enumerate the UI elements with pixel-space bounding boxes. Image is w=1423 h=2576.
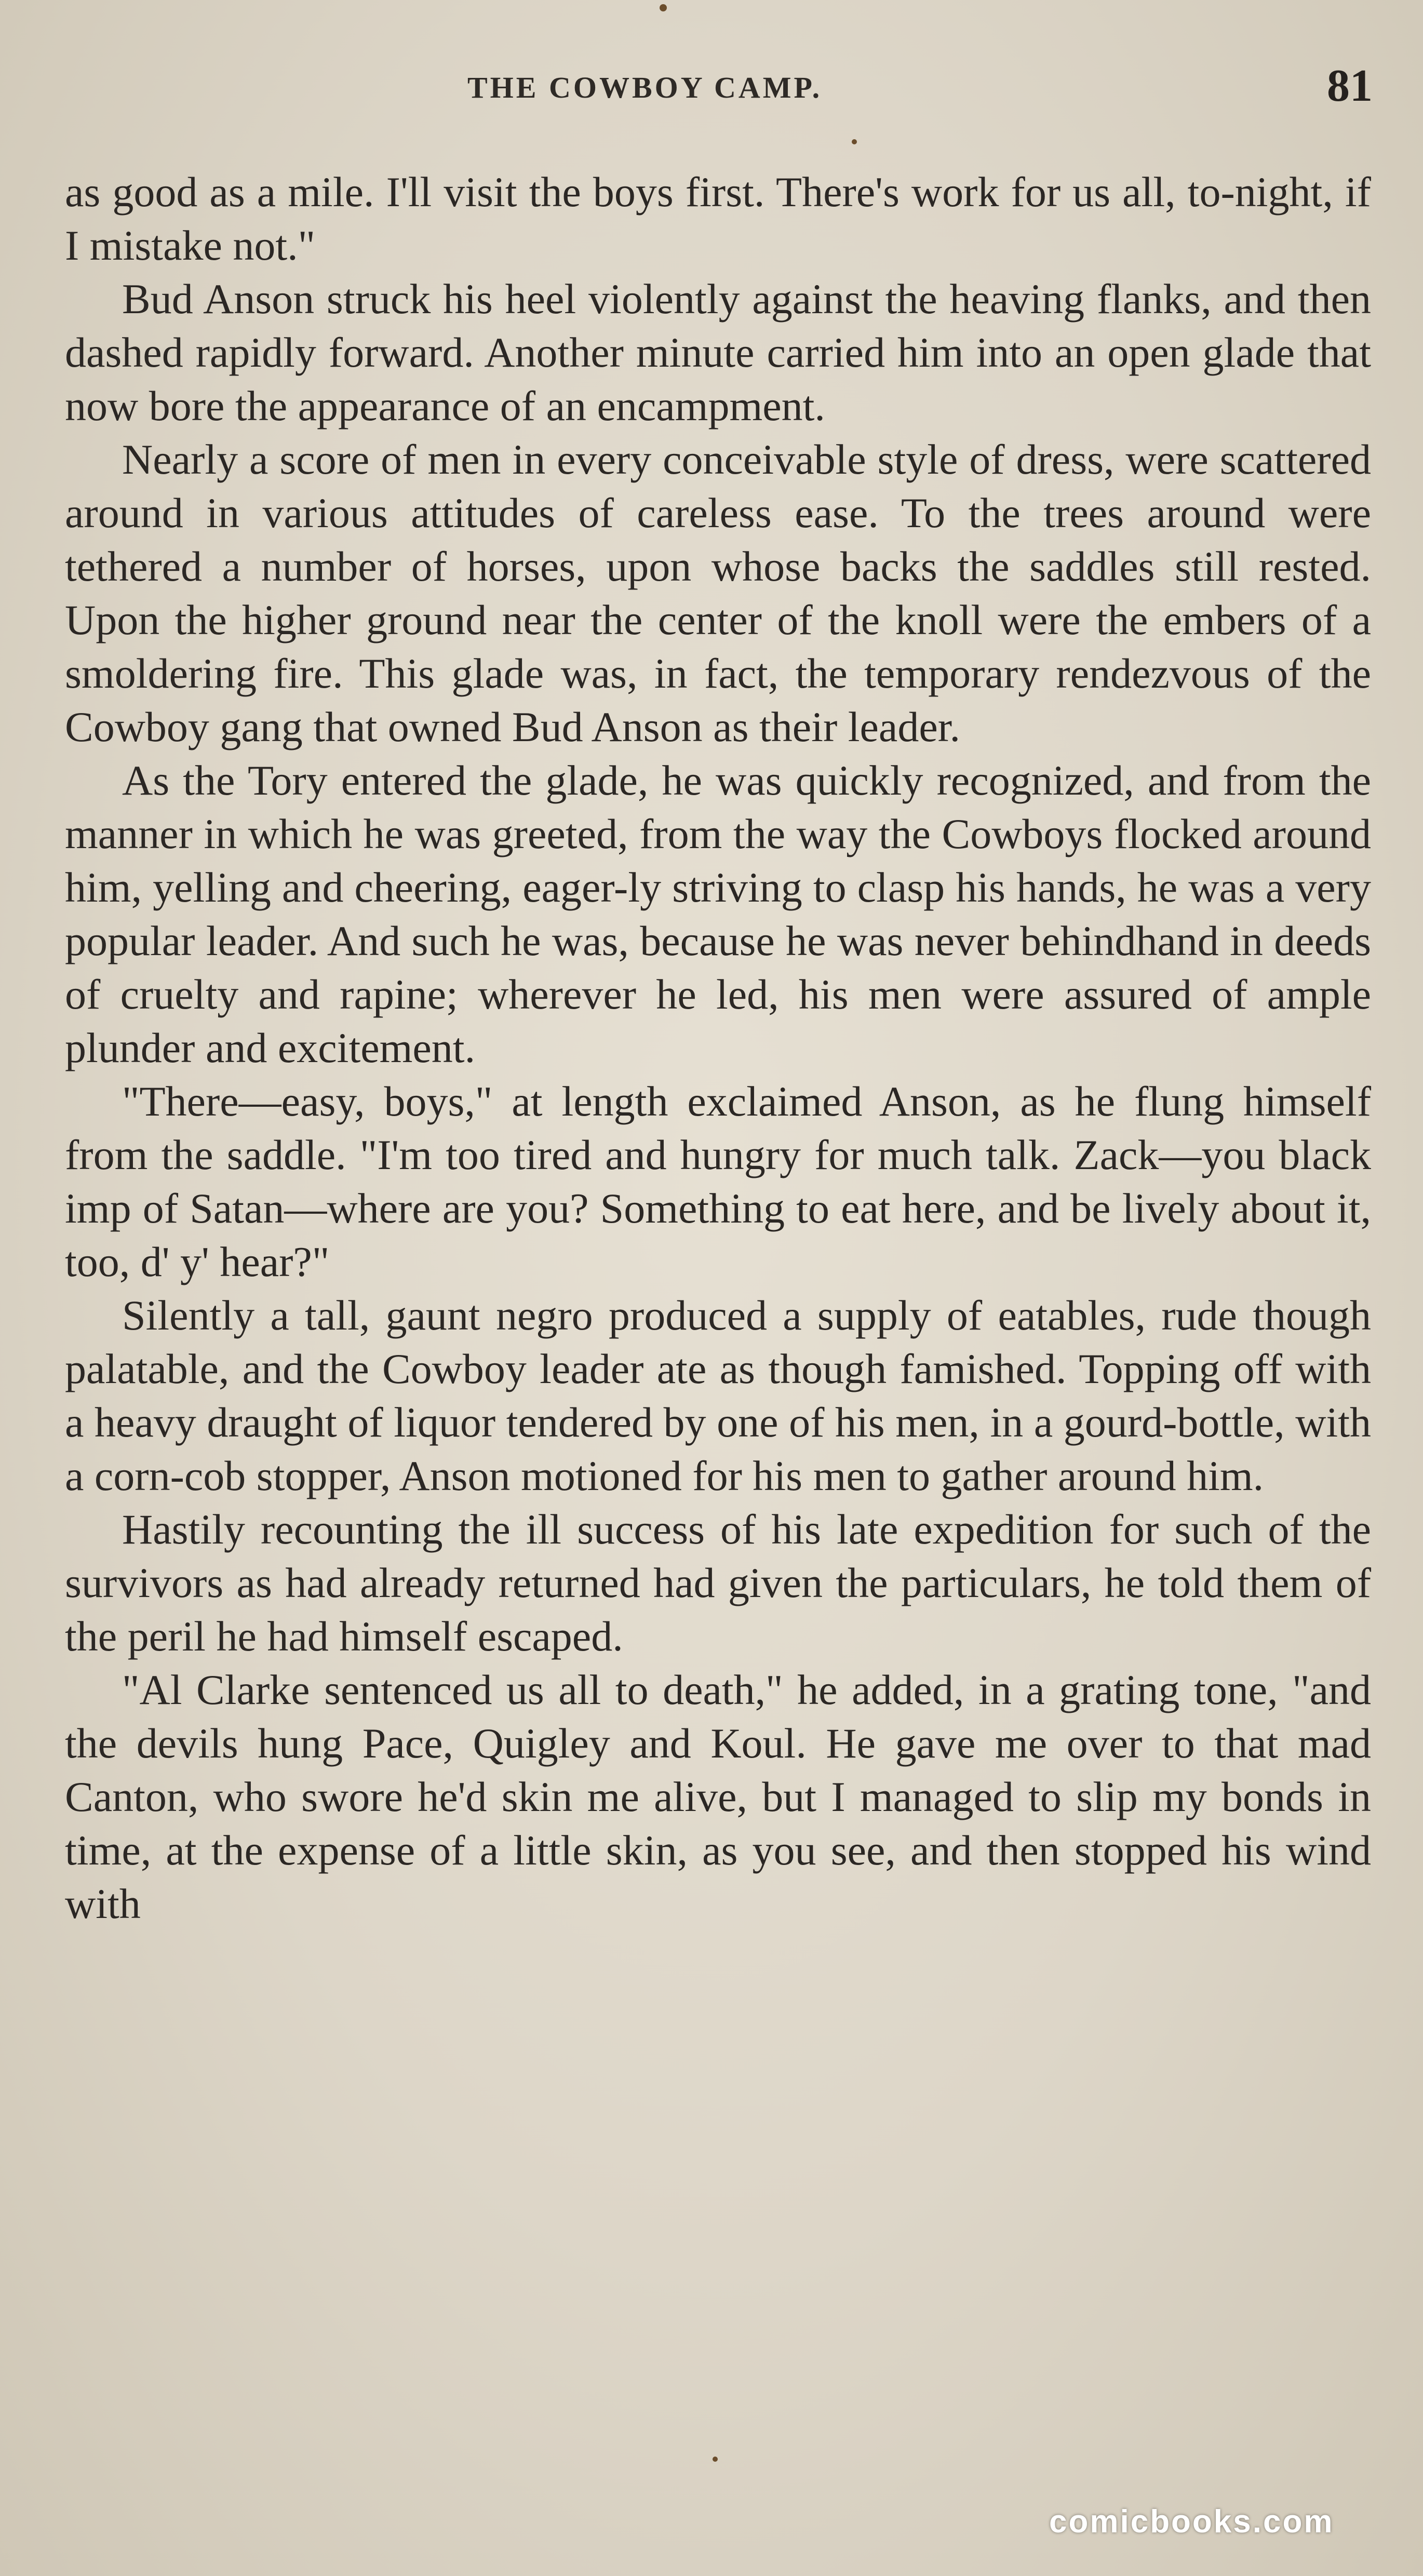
paragraph: Silently a tall, gaunt negro produced a supply of eatables, rude though palatable, and the Cowboy leader ate as though famished. Topping off with a heavy draught of liquor tendered by one of his men, in a gourd-bottle, with a corn-cob stopper, Anson motioned for his men to gather around him. xyxy=(65,1292,1371,1499)
paragraph: "Al Clarke sentenced us all to death," he added, in a grating tone, "and the devils hung Pace, Quigley and Koul. He gave me over to that mad Canton, who swore he'd skin me alive, but I managed to slip my bonds in time, at the expense of a little skin, as you see, and then stopped his wind with xyxy=(65,1666,1371,1927)
page-blemish xyxy=(713,2457,718,2462)
paragraph: as good as a mile. I'll visit the boys first. There's work for us all, to-night, if I mistake not." xyxy=(65,168,1371,269)
paragraph: As the Tory entered the glade, he was quickly recognized, and from the manner in which he was greeted, from the way the Cowboys flocked around him, yelling and cheering, eager-ly striving to clasp his hands, he was a very popular leader. And such he was, because he was never behindhand in deeds of cruelty and rapine; wherever he led, his men were assured of ample plunder and excitement. xyxy=(65,757,1371,1071)
watermark: comicbooks.com xyxy=(1049,2504,1334,2540)
page-number: 81 xyxy=(1327,61,1373,111)
body-text xyxy=(65,165,1371,1930)
paragraph: Nearly a score of men in every conceivable style of dress, were scattered around in various attitudes of careless ease. To the trees around were tethered a number of horses, upon whose backs the saddles still rested. Upon the higher ground near the center of the knoll were the embers of a smoldering fire. This glade was, in fact, the temporary rendezvous of the Cowboy gang that owned Bud Anson as their leader. xyxy=(65,436,1371,750)
paragraph: Bud Anson struck his heel violently against the heaving flanks, and then dashed rapidly forward. Another minute carried him into an open glade that now bore the appearance of an encampment. xyxy=(65,275,1371,430)
paragraph: "There—easy, boys," at length exclaimed Anson, as he flung himself from the saddle. "I'm too tired and hungry for much talk. Zack—you black imp of Satan—where are you? Something to eat here, and be lively about it, too, d' y' hear?" xyxy=(65,1078,1371,1285)
paragraph: Hastily recounting the ill success of his late expedition for such of the survivors as had already returned had given the particulars, he told them of the peril he had himself escaped. xyxy=(65,1506,1371,1660)
page-blemish xyxy=(852,139,857,144)
running-head xyxy=(0,57,1423,114)
page-blemish xyxy=(660,4,667,11)
running-head-title: THE COWBOY CAMP. xyxy=(467,71,823,104)
